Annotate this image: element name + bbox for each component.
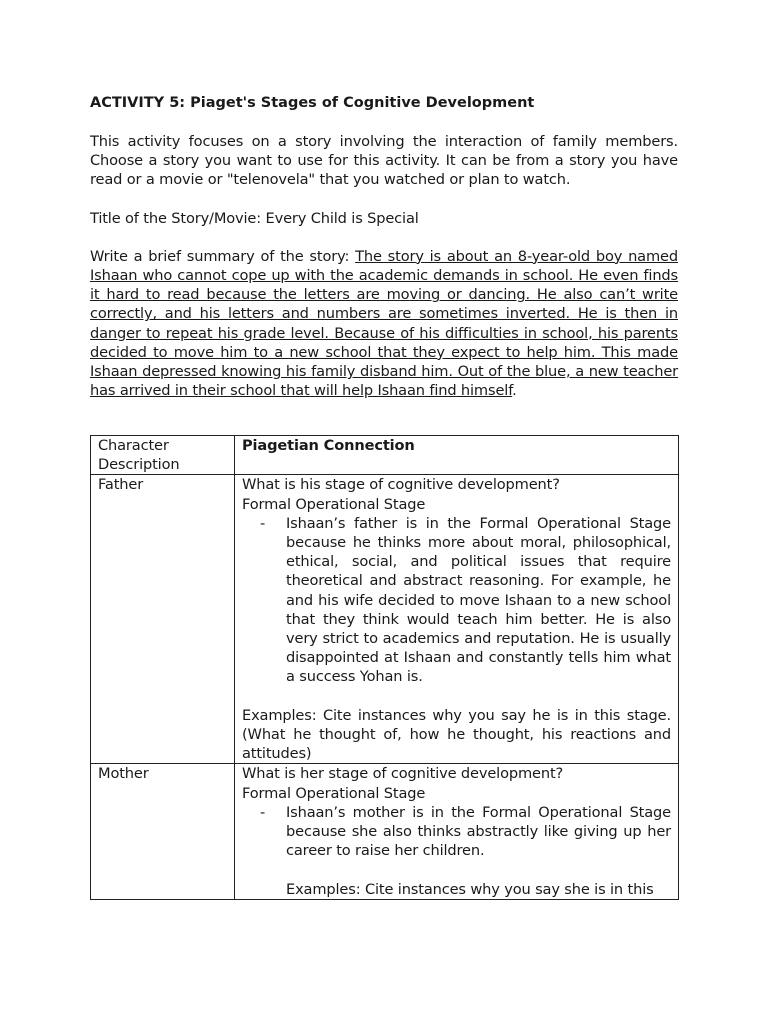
character-cell: Mother	[91, 764, 235, 899]
table-row	[91, 475, 679, 764]
stage-explanation: Ishaan’s father is in the Formal Operational Stage because he thinks more about moral, philosophical, ethical, social, and political issues that require theoretical and abstract reasoning. For example, he and his wife decided to move Ishaan to a new school that they think would teach him better. He is also very strict to academics and reputation. He is usually disappointed at Ishaan and constantly tells him what a success Yohan is.	[286, 514, 671, 686]
examples-prompt: Examples: Cite instances why you say he is in this stage. (What he thought of, how he thought, his reactions and attitudes)	[242, 706, 671, 763]
character-cell: Father	[91, 475, 235, 764]
bullet-dash: -	[260, 514, 266, 532]
spacer	[242, 687, 671, 706]
stage-question: What is her stage of cognitive development?	[242, 765, 564, 783]
activity-heading: ACTIVITY 5: Piaget's Stages of Cognitive Development	[90, 95, 535, 111]
story-title-line: Title of the Story/Movie: Every Child is Special	[90, 209, 419, 227]
examples-prompt: Examples: Cite instances why you say she is in this	[286, 880, 654, 898]
stage-answer: Formal Operational Stage	[242, 495, 426, 513]
summary-prompt: Write a brief summary of the story:	[90, 247, 356, 265]
header-piagetian-connection: Piagetian Connection	[235, 436, 679, 475]
explanation-bullet	[260, 514, 671, 687]
table-row	[91, 764, 679, 899]
bullet-dash: -	[260, 803, 266, 821]
connection-cell	[235, 475, 679, 764]
intro-paragraph: This activity focuses on a story involving the interaction of family members. Choose a story you want to use for this activity. It can be from a story you have read or a movie or "telenovela" that you watched or plan to watch.	[90, 133, 678, 189]
spacer	[242, 860, 671, 879]
piagetian-connection-table	[90, 435, 679, 900]
summary-text: The story is about an 8-year-old boy named Ishaan who cannot cope up with the academic demands in school. He even finds it hard to read because the letters are moving or dancing. He also can’t write correctly, and his letters and numbers are sometimes inverted. He is then in danger to repeat his grade level. Because of his difficulties in school, his parents decided to move him to a new school that they expect to help him. This made Ishaan depressed knowing his family disband him. Out of the blue, a new teacher has arrived in their school that will help Ishaan find himself	[90, 247, 678, 400]
explanation-bullet	[260, 803, 671, 861]
story-summary	[90, 247, 678, 401]
stage-answer: Formal Operational Stage	[242, 784, 426, 802]
connection-cell	[235, 764, 679, 899]
summary-end: .	[512, 382, 517, 400]
document-body	[90, 94, 678, 400]
stage-explanation: Ishaan’s mother is in the Formal Operational Stage because she also thinks abstractly like giving up her career to raise her children.	[286, 803, 671, 860]
header-character-description: Character Description	[91, 436, 235, 475]
table-header-row	[91, 436, 679, 475]
stage-question: What is his stage of cognitive development?	[242, 476, 560, 494]
